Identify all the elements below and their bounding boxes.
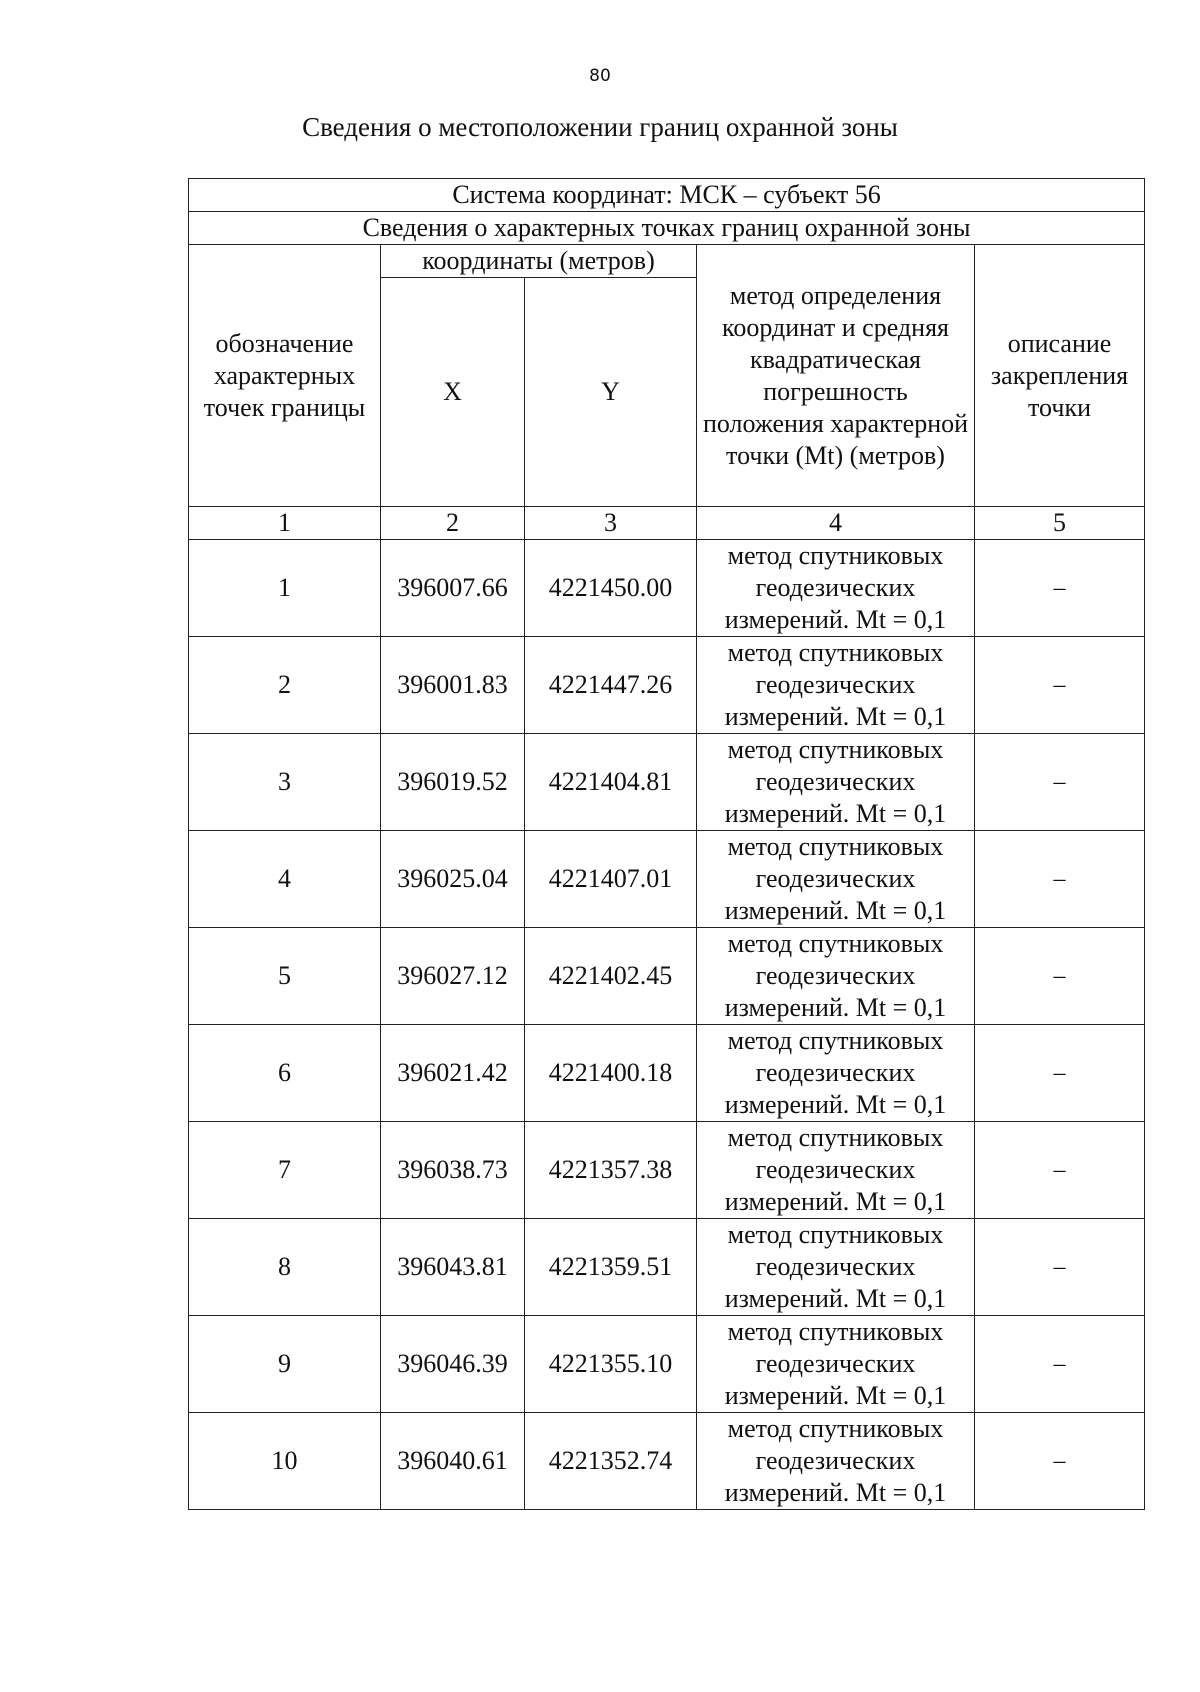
column-number-row: [189, 507, 1145, 540]
table-row: [189, 1122, 1145, 1219]
coordinate-system-row: [189, 179, 1145, 212]
point-cell: 1: [189, 540, 381, 637]
x-coordinate-cell: 396027.12: [381, 928, 525, 1025]
table-row: [189, 1025, 1145, 1122]
x-coordinate-cell: 396040.61: [381, 1413, 525, 1510]
y-coordinate-cell: 4221402.45: [525, 928, 697, 1025]
method-cell: метод спутниковых геодезических измерений. Mt = 0,1: [697, 1025, 975, 1122]
point-cell: 7: [189, 1122, 381, 1219]
method-cell: метод спутниковых геодезических измерений. Mt = 0,1: [697, 734, 975, 831]
y-coordinate-cell: 4221407.01: [525, 831, 697, 928]
document-title: Сведения о местоположении границ охранной зоны: [302, 112, 898, 142]
method-cell: метод спутниковых геодезических измерений. Mt = 0,1: [697, 1219, 975, 1316]
table-row: [189, 1316, 1145, 1413]
description-cell: –: [975, 540, 1145, 637]
section-title-row: [189, 212, 1145, 245]
header-y: Y: [525, 278, 697, 507]
method-cell: метод спутниковых геодезических измерений. Mt = 0,1: [697, 831, 975, 928]
point-cell: 9: [189, 1316, 381, 1413]
y-coordinate-cell: 4221447.26: [525, 637, 697, 734]
column-number: 3: [525, 507, 697, 540]
description-cell: –: [975, 734, 1145, 831]
y-coordinate-cell: 4221450.00: [525, 540, 697, 637]
header-description: описание закрепления точки: [975, 245, 1145, 507]
column-number: 4: [697, 507, 975, 540]
description-cell: –: [975, 1025, 1145, 1122]
y-coordinate-cell: 4221352.74: [525, 1413, 697, 1510]
method-cell: метод спутниковых геодезических измерений. Mt = 0,1: [697, 1316, 975, 1413]
y-coordinate-cell: 4221359.51: [525, 1219, 697, 1316]
point-cell: 10: [189, 1413, 381, 1510]
y-coordinate-cell: 4221400.18: [525, 1025, 697, 1122]
table-row: [189, 1413, 1145, 1510]
x-coordinate-cell: 396025.04: [381, 831, 525, 928]
table-row: [189, 928, 1145, 1025]
table-body: [189, 179, 1145, 1510]
x-coordinate-cell: 396043.81: [381, 1219, 525, 1316]
point-cell: 6: [189, 1025, 381, 1122]
description-cell: –: [975, 1122, 1145, 1219]
y-coordinate-cell: 4221357.38: [525, 1122, 697, 1219]
column-number: 2: [381, 507, 525, 540]
table-row: [189, 734, 1145, 831]
column-header-row: [189, 245, 1145, 278]
page-number: 80: [589, 66, 611, 86]
x-coordinate-cell: 396021.42: [381, 1025, 525, 1122]
y-coordinate-cell: 4221355.10: [525, 1316, 697, 1413]
description-cell: –: [975, 1413, 1145, 1510]
header-designation: обозначение характерных точек границы: [189, 245, 381, 507]
description-cell: –: [975, 637, 1145, 734]
point-cell: 4: [189, 831, 381, 928]
point-cell: 2: [189, 637, 381, 734]
header-method: метод определения координат и средняя квадратическая погрешность положения характерной точки (Mt) (метров): [697, 245, 975, 507]
table-row: [189, 540, 1145, 637]
coordinates-table: [188, 178, 1145, 1510]
y-coordinate-cell: 4221404.81: [525, 734, 697, 831]
method-cell: метод спутниковых геодезических измерений. Mt = 0,1: [697, 540, 975, 637]
section-title-cell: Сведения о характерных точках границ охранной зоны: [189, 212, 1145, 245]
description-cell: –: [975, 1219, 1145, 1316]
coordinate-system-cell: Система координат: МСК – субъект 56: [189, 179, 1145, 212]
point-cell: 3: [189, 734, 381, 831]
method-cell: метод спутниковых геодезических измерений. Mt = 0,1: [697, 1413, 975, 1510]
table-row: [189, 831, 1145, 928]
x-coordinate-cell: 396007.66: [381, 540, 525, 637]
x-coordinate-cell: 396046.39: [381, 1316, 525, 1413]
x-coordinate-cell: 396038.73: [381, 1122, 525, 1219]
point-cell: 8: [189, 1219, 381, 1316]
header-coordinates: координаты (метров): [381, 245, 697, 278]
description-cell: –: [975, 928, 1145, 1025]
description-cell: –: [975, 1316, 1145, 1413]
header-x: X: [381, 278, 525, 507]
description-cell: –: [975, 831, 1145, 928]
x-coordinate-cell: 396019.52: [381, 734, 525, 831]
method-cell: метод спутниковых геодезических измерений. Mt = 0,1: [697, 1122, 975, 1219]
x-coordinate-cell: 396001.83: [381, 637, 525, 734]
table-row: [189, 637, 1145, 734]
column-number: 1: [189, 507, 381, 540]
table-row: [189, 1219, 1145, 1316]
point-cell: 5: [189, 928, 381, 1025]
method-cell: метод спутниковых геодезических измерений. Mt = 0,1: [697, 928, 975, 1025]
column-number: 5: [975, 507, 1145, 540]
method-cell: метод спутниковых геодезических измерений. Mt = 0,1: [697, 637, 975, 734]
